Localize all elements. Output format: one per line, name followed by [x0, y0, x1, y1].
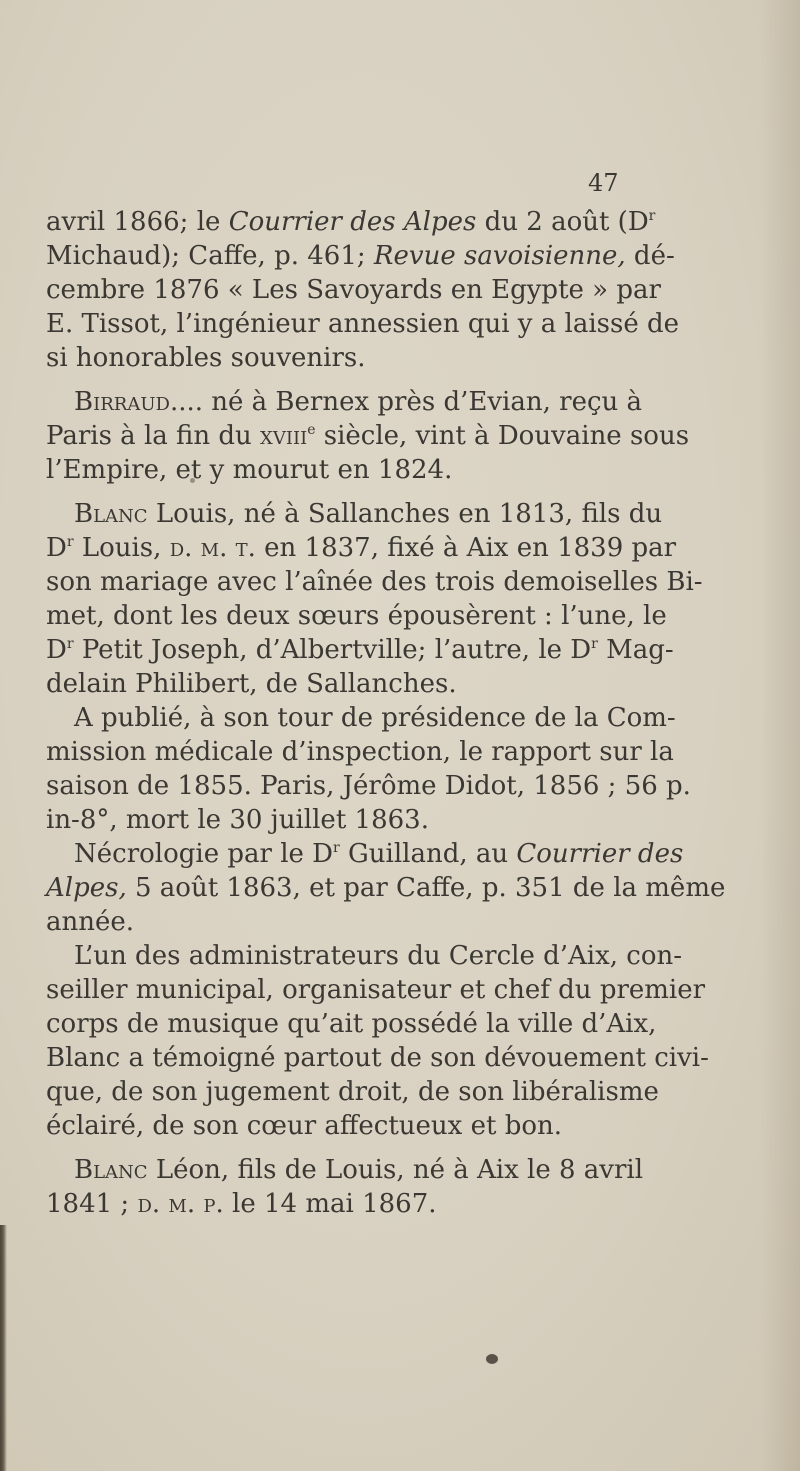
- paragraph-publication: [46, 701, 691, 837]
- text-line: mission médicale d’inspection, le rapport sur la: [46, 737, 674, 767]
- binding-edge: [0, 1225, 7, 1471]
- ink-blot: [486, 1354, 498, 1364]
- text-line: éclairé, de son cœur affectueux et bon.: [46, 1111, 563, 1141]
- text-line: E. Tissot, l’ingénieur annessien qui y a laissé de: [46, 309, 680, 339]
- page-number: 47: [588, 169, 619, 197]
- text-line: Alpes, 5 août 1863, et par Caffe, p. 351 de la même: [46, 873, 726, 903]
- text-line: met, dont les deux sœurs épousèrent : l’une, le: [46, 601, 667, 631]
- text-line: 1841 ; d. m. p. le 14 mai 1867.: [46, 1189, 437, 1219]
- text-line: delain Philibert, de Sallanches.: [46, 669, 457, 699]
- text-line: cembre 1876 « Les Savoyards en Egypte » par: [46, 275, 661, 305]
- text-line: avril 1866; le Courrier des Alpes du 2 août ($D^r$: [46, 207, 656, 237]
- text-line: année.: [46, 907, 135, 937]
- text-line: seiller municipal, organisateur et chef du premier: [46, 975, 706, 1005]
- text-line: si honorables souvenirs.: [46, 343, 366, 373]
- text-line: $D^r$ Petit Joseph, d’Albertville; l’autre, le $D^r$ Mag-: [46, 635, 674, 665]
- text-line: son mariage avec l’aînée des trois demoiselles Bi-: [46, 567, 703, 597]
- entry-name: Blanc: [74, 499, 148, 529]
- text-line: l’Empire, et y mourut en 1824.: [46, 455, 453, 485]
- text-line: $D^r$ Louis, d. m. t. en 1837, fixé à Aix en 1839 par: [46, 533, 677, 563]
- body-text: [46, 205, 726, 1221]
- text-line: in-8°, mort le 30 juillet 1863.: [46, 805, 429, 835]
- text-line: Blanc a témoigné partout de son dévouement civi-: [46, 1043, 709, 1073]
- text-line: Paris à la fin du xviii$^e$ siècle, vint à Douvaine sous: [46, 421, 690, 451]
- entry-birraud: [46, 385, 690, 487]
- text-line: saison de 1855. Paris, Jérôme Didot, 1856 ; 56 p.: [46, 771, 691, 801]
- text-line: Nécrologie par le $D^r$ Guilland, au Courrier des: [74, 839, 684, 869]
- paragraph-biography: [46, 939, 709, 1143]
- text-line: corps de musique qu’ait possédé la ville d’Aix,: [46, 1009, 657, 1039]
- paragraph-continuation: [46, 205, 680, 375]
- text-line: Michaud); Caffe, p. 461; Revue savoisienne, dé-: [46, 241, 675, 271]
- text-line: L’un des administrateurs du Cercle d’Aix, con-: [74, 941, 683, 971]
- text-line: Blanc Léon, fils de Louis, né à Aix le 8 avril: [74, 1155, 644, 1185]
- entry-blanc-leon: [46, 1153, 644, 1221]
- entry-blanc-louis: [46, 497, 703, 701]
- text-line: A publié, à son tour de présidence de la Com-: [74, 703, 676, 733]
- text-line: que, de son jugement droit, de son libéralisme: [46, 1077, 659, 1107]
- entry-name: Birraud: [74, 387, 170, 417]
- entry-name: Blanc: [74, 1155, 148, 1185]
- text-line: Birraud.... né à Bernex près d’Evian, reçu à: [74, 387, 643, 417]
- paragraph-necrologie: [46, 837, 726, 939]
- page-edge-shadow: [760, 0, 800, 1471]
- text-line: Blanc Louis, né à Sallanches en 1813, fils du: [74, 499, 663, 529]
